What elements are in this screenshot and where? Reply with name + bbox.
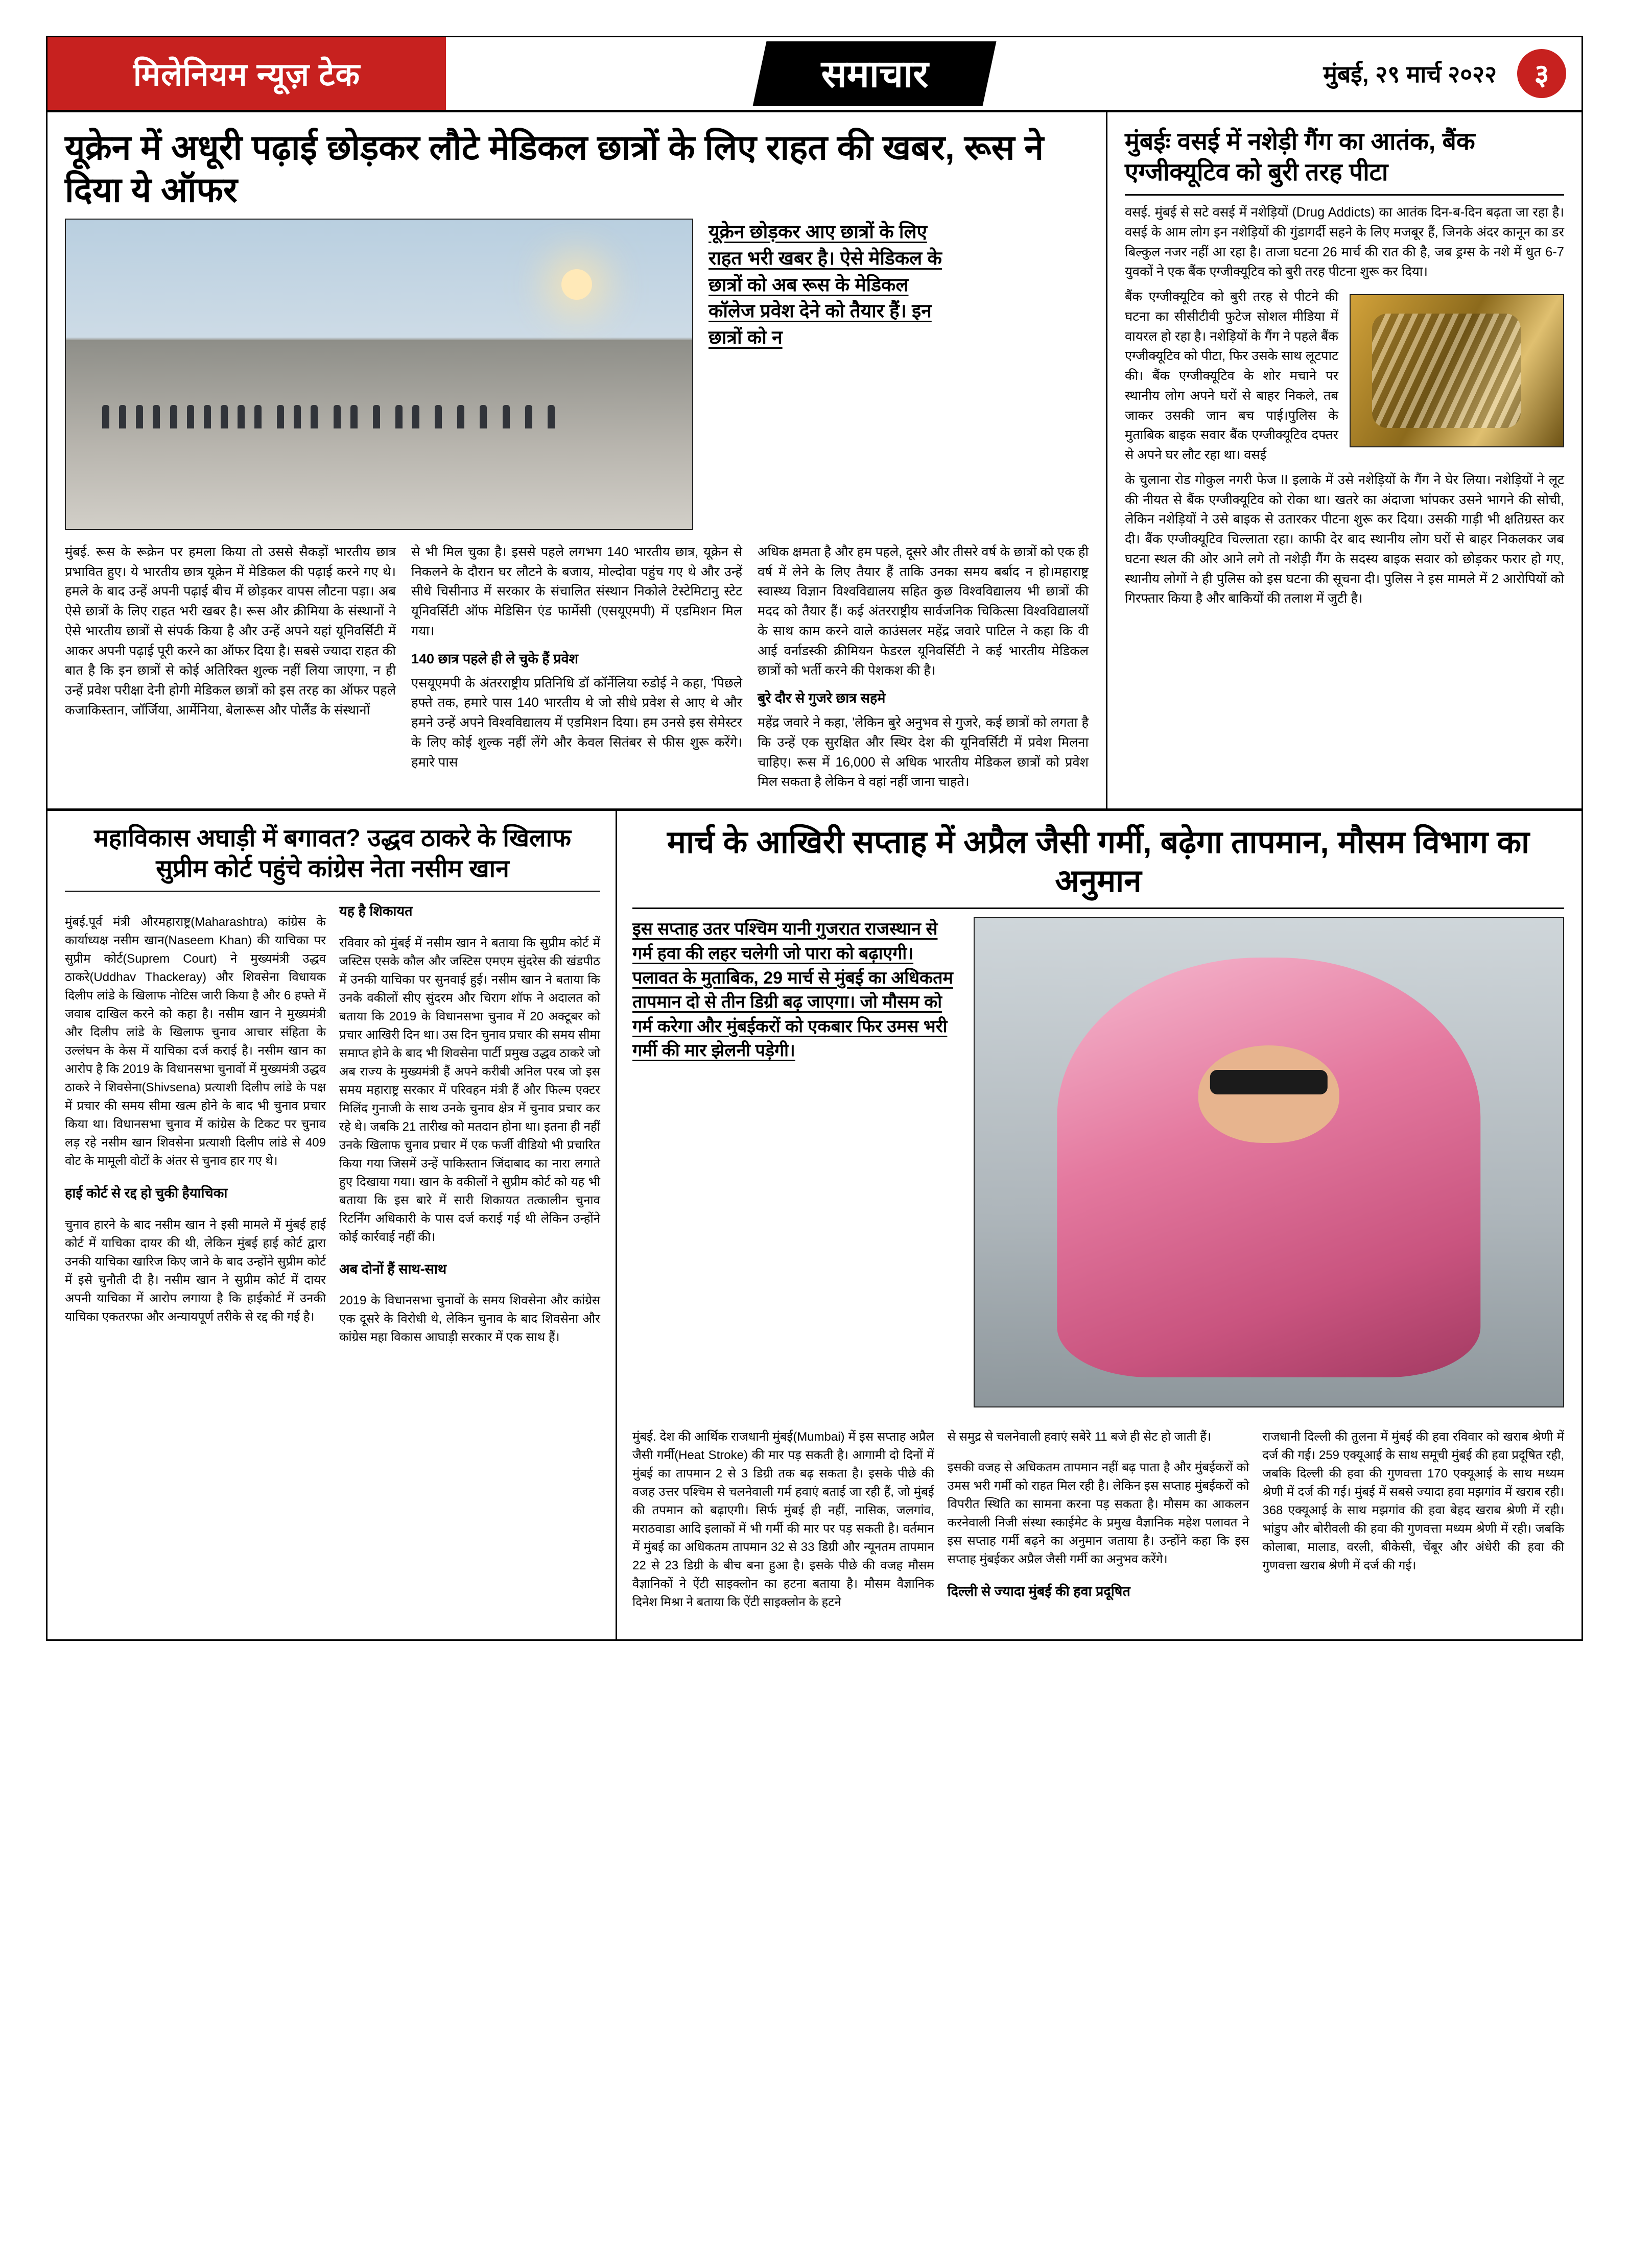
page-number: ३ bbox=[1517, 49, 1566, 98]
article-ukraine-columns bbox=[65, 542, 1089, 797]
weather-column-2 bbox=[948, 1416, 1249, 1624]
politics-col2-text: रविवार को मुंबई में नसीम खान ने बताया कि सुप्रीम कोर्ट में जस्टिस एसके कौल और जस्टिस एमएम सुंदरेस की खंडपीठ में उनकी याचिका पर सुनवाई हुई। नसीम खान ने बताया कि उनके वकीलों सीए सुंदरम और चिराग शॉफ ने अदालत को बताया कि 2019 के विधानसभा चुनाव में 20 अक्टूबर को प्रचार आखिरी दिन था। उस दिन चुनाव प्रचार की समय सीमा समाप्त होने के बाद भी शिवसेना पार्टी प्रमुख उद्धव ठाकरे जो अब राज्य के मुख्यमंत्री हैं अपने करीबी अनिल परब जो इस समय महाराष्ट्र सरकार में परिवहन मंत्री हैं और फिल्म एक्टर मिलिंद गुनाजी के साथ उनके चुनाव क्षेत्र में चुनाव प्रचार कर रहे थे। जबकि 21 तारीख को मतदान होना था। इतना ही नहीं उनके खिलाफ चुनाव प्रचार में एक फर्जी वीडियो भी प्रचारित किया गया जिसमें उन्हें पाकिस्तान जिंदाबाद का नारा लगाते हुए दिखाया गया। खान के वकीलों ने सुप्रीम कोर्ट को यह भी बताया कि इस बारे में सारी शिकायत तत्कालीन चुनाव रिटर्निंग अधिकारी के पास दर्ज कराई गई थी लेकिन उन्होंने कोई कार्रवाई नहीं की। bbox=[339, 936, 600, 1244]
column-3 bbox=[758, 542, 1089, 797]
politics-col1-subhead: हाई कोर्ट से रद्द हो चुकी हैयाचिका bbox=[65, 1185, 228, 1201]
politics-column-2 bbox=[339, 901, 600, 1359]
article-ukraine bbox=[48, 112, 1107, 808]
article-weather-columns bbox=[632, 1416, 1564, 1624]
politics-col1-text: मुंबई.पूर्व मंत्री औरमहाराष्ट्र(Maharashtra) कांग्रेस के कार्याध्यक्ष नसीम खान(Naseem Khan) की याचिका पर सुप्रीम कोर्ट(Suprem Court) ने मुख्यमंत्री उद्धव ठाकरे(Uddhav Thackeray) और शिवसेना विधायक दिलीप लांडे के खिलाफ नोटिस जारी किया है और 6 हफ्ते में जवाब दाखिल करने को कहा है। नसीम खान ने मुख्यमंत्री और दिलीप लांडे के खिलाफ चुनाव आचार संहिता के उल्लंघन के केस में याचिका दर्ज कराई है। नसीम खान का आरोप है कि 2019 के विधानसभा चुनावों में मुख्यमंत्री उद्धव ठाकरे ने शिवसेना(Shivsena) प्रत्याशी दिलीप लांडे के पक्ष में प्रचार की समय सीमा खत्म होने के बाद भी चुनाव प्रचार किया था। विधानसभा चुनाव में कांग्रेस के टिकट पर चुनाव लड़ रहे नसीम खान शिवसेना प्रत्याशी दिलीप लांडे से 409 वोट के मामूली वोटों के अंतर से चुनाव हार गए थे। bbox=[65, 915, 326, 1168]
article-politics bbox=[48, 811, 617, 1639]
weather-column-1 bbox=[632, 1416, 934, 1624]
page-number-wrap bbox=[1517, 37, 1581, 110]
politics-column-1 bbox=[65, 901, 326, 1359]
column-2-text: से भी मिल चुका है। इससे पहले लगभग 140 भारतीय छात्र, यूक्रेन से निकलने के दौरान घर लौटने के बजाय, मोल्दोवा पहुंच गए थे और उन्हें सीधे चिसीनाउ में सरकार के संचालित संस्थान निकोले टेस्टेमिटानु स्टेट यूनिवर्सिटी ऑफ मेडिसिन एंड फार्मेसी (एसयूएमपी) में एडमिशन मिल गया। bbox=[411, 544, 742, 638]
bottom-section bbox=[48, 808, 1581, 1639]
article-politics-columns bbox=[65, 901, 600, 1359]
vasai-para-1: वसई. मुंबई से सटे वसई में नशेड़ियों (Drug Addicts) का आतंक दिन-ब-दिन बढ़ता जा रहा है। वसई के आम लोग इन नशेड़ियों की गुंडागर्दी सहने के लिए मजबूर हैं, जिनके अंदर कानून का डर बिल्कुल नजर नहीं आ रहा है। ताजा घटना 26 मार्च की रात की है, जब ड्रग्स के नशे में धुत 6-7 युवकों ने एक बैंक एग्जीक्यूटिव को बुरी तरह पीटना शुरू कर दिया। bbox=[1125, 205, 1564, 279]
politics-col2-subhead-2: अब दोनों हैं साथ-साथ bbox=[339, 1261, 447, 1277]
newspaper-page bbox=[0, 36, 1629, 2268]
article-politics-headline: महाविकास अघाड़ी में बगावत? उद्धव ठाकरे के खिलाफ सुप्रीम कोर्ट पहुंचे कांग्रेस नेता नसीम खान bbox=[93, 825, 572, 883]
sunglasses-shape bbox=[1210, 1070, 1328, 1094]
publication-logo: मिलेनियम न्यूज़ टेक bbox=[48, 37, 446, 110]
column-3-text: अधिक क्षमता है और हम पहले, दूसरे और तीसरे वर्ष के छात्रों को एक ही वर्ष में लेने के लिए तैयार हैं ताकि उनका समय बर्बाद न हो।महाराष्ट्र स्वास्थ्य विज्ञान विश्वविद्यालय सहित कुछ विश्वविद्यालय भी छात्रों की मदद को तैयार हैं। कई अंतरराष्ट्रीय सार्वजनिक चिकित्सा विश्वविद्यालयों के साथ काम करने वाले काउंसलर महेंद्र जवारे पाटिल ने कहा कि वी आई वर्नाडस्की क्रीमियन फेडरल यूनिवर्सिटी ने कई भारतीय मेडिकल छात्रों को भर्ती करने की पेशकश की है। bbox=[758, 544, 1089, 678]
section-title: समाचार bbox=[821, 52, 929, 95]
scarf-shape bbox=[1057, 958, 1480, 1377]
article-vasai bbox=[1107, 112, 1581, 808]
column-3-text-b: महेंद्र जवारे ने कहा, 'लेकिन बुरे अनुभव से गुजरे, कई छात्रों को लगता है कि उन्हें एक सुरक्षित और स्थिर देश की यूनिवर्सिटी में प्रवेश मिलना चाहिए। रूस में 16,000 से अधिक भारतीय मेडिकल छात्रों को प्रवेश मिल सकता है लेकिन वे वहां नहीं जाना चाहते। bbox=[758, 715, 1089, 790]
vasai-para-3: के चुलाना रोड गोकुल नगरी फेज II इलाके में उसे नशेड़ियों के गैंग ने घेर लिया। नशेड़ियों ने लूट की नीयत से बैंक एग्जीक्यूटिव को रोका था। खतरे का अंदाजा भांपकर उसने भागने की सोची, लेकिन नशेड़ियों ने उसे बाइक से उतारकर पीटना शुरू कर दिया। उसकी गाड़ी भी क्षतिग्रस्त कर दी। बैंक एग्जीक्यूटिव चिल्लाता रहा। काफी देर बाद स्थानीय लोग घरों से बाहर निकलकर जब घटना स्थल की ओर आने लगे तो नशेड़ी गैंग के सदस्य बाइक सवार को छोड़कर फरार हो गए, स्थानीय लोगों ने ही पुलिस को इस घटना की सूचना दी। पुलिस ने इस मामले में 2 आरोपियों को गिरफ्तार किया है और बाकियों की तलाश में जुटी है। bbox=[1125, 472, 1564, 606]
weather-col2-subhead: दिल्ली से ज्यादा मुंबई की हवा प्रदूषित bbox=[947, 1584, 1130, 1599]
weather-col3-text: राजधानी दिल्ली की तुलना में मुंबई की हवा रविवार को खराब श्रेणी में दर्ज की गई। 259 एक्यूआई के साथ समूची मुंबई की हवा प्रदूषित रही, जबकि दिल्ली की हवा की गुणवत्ता 170 एक्यूआई के साथ मध्यम श्रेणी में दर्ज की गई। मुंबई में सबसे ज्यादा हवा मझगांव में खराब रही। 368 एक्यूआई के साथ मझगांव की हवा बेहद खराब श्रेणी में रही। भांडुप और बोरीवली की हवा की गुणवत्ता मध्यम श्रेणी में रही। जबकि कोलाबा, मालाड, वरली, बीकेसी, चेंबूर और अंधेरी की हवा की गुणवत्ता खराब श्रेणी में दर्ज की गई। bbox=[1262, 1430, 1565, 1573]
section-banner bbox=[446, 37, 1303, 110]
top-section bbox=[48, 112, 1581, 808]
article-vasai-headline: मुंबईः वसई में नशेड़ी गैंग का आतंक, बैंक एग्जीक्यूटिव को बुरी तरह पीटा bbox=[1125, 128, 1475, 186]
divider bbox=[1125, 194, 1564, 196]
article-weather-photo bbox=[974, 917, 1564, 1407]
column-2 bbox=[411, 542, 742, 797]
intro-text: यूक्रेन छोड़कर आए छात्रों के लिए राहत भरी खबर है। ऐसे मेडिकल के छात्रों को अब रूस के मेडिकल कॉलेज प्रवेश देने को तैयार हैं। इन छात्रों को न bbox=[709, 221, 942, 348]
article-weather bbox=[617, 811, 1581, 1639]
column-2-subhead: 140 छात्र पहले ही ले चुके हैं प्रवेश bbox=[411, 651, 578, 666]
politics-col1-text-b: चुनाव हारने के बाद नसीम खान ने इसी मामले में मुंबई हाई कोर्ट में याचिका दायर की थी, लेकिन मुंबई हाई कोर्ट द्वारा उनकी याचिका खारिज किए जाने के बाद उन्होंने सुप्रीम कोर्ट में इसे चुनौती दी है। नसीम खान ने सुप्रीम कोर्ट में दायर अपनी याचिका में आरोप लगाया है कि हाईकोर्ट में उनकी याचिका एकतरफा और अन्यायपूर्ण तरीके से रद्द की गई है। bbox=[65, 1217, 326, 1324]
page-bottom-rule bbox=[46, 1639, 1583, 1641]
article-ukraine-intro-box bbox=[709, 219, 949, 530]
sun-glow bbox=[561, 269, 592, 300]
article-ukraine-headline: यूक्रेन में अधूरी पढ़ाई छोड़कर लौटे मेडिकल छात्रों के लिए राहत की खबर, रूस ने दिया ये ऑफर bbox=[65, 128, 1044, 209]
article-vasai-photo bbox=[1350, 294, 1564, 447]
weather-column-3 bbox=[1262, 1416, 1564, 1624]
crowd-of-students bbox=[91, 362, 654, 428]
column-3-subhead: बुरे दौर से गुजरे छात्र सहमे bbox=[758, 690, 886, 706]
weather-col2-text: से समुद्र से चलनेवाली हवाएं सबेरे 11 बजे ही सेट हो जाती हैं। bbox=[947, 1430, 1212, 1444]
politics-col2-subhead: यह है शिकायत bbox=[339, 903, 413, 919]
weather-col1-text: मुंबई. देश की आर्थिक राजधानी मुंबई(Mumbai) में इस सप्ताह अप्रैल जैसी गर्मी(Heat Stroke) की मार पड़ सकती है। आगामी दो दिनों में मुंबई का तापमान 2 से 3 डिग्री तक बढ़ सकता है। इसके पीछे की वजह उत्तर पश्चिम से चलनेवाली गर्म हवाएं बताई जा रही हैं, जो मुंबई की तपमान को बढ़ाएगी। सिर्फ मुंबई ही नहीं, नासिक, जलगांव, मराठवाडा आदि इलाकों में भी गर्मी की मार पर पड़ सकती है। वर्तमान में मुंबई का अधिकतम तापमान 32 से 33 डिग्री और न्यूनतम तापमान 22 से 23 डिग्री के बीच बना हुआ है। इसके पीछे की वजह मौसम वैज्ञानिकों ने ऐंटी साइक्लोन का हटना बताया है। मौसम वैज्ञानिक दिनेश मिश्रा ने बताया कि ऐंटी साइक्लोन के हटने bbox=[632, 1430, 934, 1610]
column-2-text-b: एसयूएमपी के अंतरराष्ट्रीय प्रतिनिधि डॉ कॉर्नेलिया रुडोई ने कहा, 'पिछले हफ्ते तक, हमारे पास 140 भारतीय थे जो सीधे प्रवेश से आए थे और हमने उन्हें अपने विश्वविद्यालय में एडमिशन दिया। हम उनसे इस सेमेस्टर के लिए कोई शुल्क नहीं लेंगे और केवल सितंबर से फीस शुरू करेंगे। हमारे पास bbox=[411, 676, 742, 770]
politics-col2-text-b: 2019 के विधानसभा चुनावों के समय शिवसेना और कांग्रेस एक दूसरे के विरोधी थे, लेकिन चुनाव के बाद शिवसेना और कांग्रेस महा विकास आघाड़ी सरकार में एक साथ हैं। bbox=[339, 1294, 600, 1345]
vasai-para-2: बैंक एग्जीक्यूटिव को बुरी तरह से पीटने की घटना का सीसीटीवी फुटेज सोशल मीडिया में वायरल हो रहा है। नशेड़ियों के गैंग ने पहले बैंक एग्जीक्यूटिव को पीटा, फिर उसके साथ लूटपाट की। बैंक एग्जीक्यूटिव के शोर मचाने पर स्थानीय लोग अपने घरों से बाहर निकले, तब जाकर उसकी जान बच पाई।पुलिस के मुताबिक बाइक सवार बैंक एग्जीक्यूटिव दफ्तर से अपने घर लौट रहा था। वसई bbox=[1125, 290, 1338, 462]
page-frame bbox=[46, 36, 1583, 1639]
column-1 bbox=[65, 542, 396, 797]
masthead bbox=[48, 36, 1581, 112]
article-ukraine-photo bbox=[65, 219, 693, 530]
divider bbox=[632, 908, 1564, 909]
edition-date: मुंबई, २९ मार्च २०२२ bbox=[1323, 61, 1497, 87]
weather-col2-text-b: इसकी वजह से अधिकतम तापमान नहीं बढ़ पाता है और मुंबईकरों को उमस भरी गर्मी को राहत मिल रही है। लेकिन इस सप्ताह मुंबईकरों को विपरीत स्थिति का सामना करना पड़ सकता है। मौसम का आकलन करनेवाली निजी संस्था स्काईमेट के प्रमुख वैज्ञानिक महेश पलावत ने इस सप्ताह गर्मी बढ़ने का अनुमान जताया है। उन्होंने कहा कि इस सप्ताह मुंबईकर अप्रैल जैसी गर्मी का अनुभव करेंगे। bbox=[947, 1461, 1249, 1567]
article-vasai-body bbox=[1125, 203, 1564, 609]
article-vasai-photo-wrap bbox=[1350, 290, 1564, 452]
divider bbox=[65, 891, 600, 892]
column-1-text: मुंबई. रूस के रूक्रेन पर हमला किया तो उससे सैकड़ों भारतीय छात्र प्रभावित हुए। ये भारतीय छात्र यूक्रेन में मेडिकल की पढ़ाई करने गए थे। हमले के बाद उन्हें अपनी पढ़ाई बीच में छोड़कर वापस लौटना पड़ा। अब ऐसे छात्रों के लिए राहत भरी खबर है। रूस और क्रीमिया के संस्थानों ने ऐसे भारतीय छात्रों से संपर्क किया है और उन्हें अपने यहां यूनिवर्सिटी में आकर अपनी पढ़ाई पूरी करने का ऑफर दिया है। सबसे ज्यादा राहत की बात है कि इन छात्रों से कोई अतिरिक्त शुल्क नहीं लिया जाएगा, न ही उन्हें प्रवेश परीक्षा देनी होगी मेडिकल छात्रों को इस तरह का ऑफर पहले कजाकिस्तान, जॉर्जिया, आर्मेनिया, बेलारूस और पोलैंड के संस्थानों bbox=[65, 544, 396, 718]
article-weather-headline: मार्च के आखिरी सप्ताह में अप्रैल जैसी गर्मी, बढ़ेगा तापमान, मौसम विभाग का अनुमान bbox=[667, 825, 1530, 899]
weather-intro-text: इस सप्ताह उतर पश्चिम यानी गुजरात राजस्थान से गर्म हवा की लहर चलेगी जो पारा को बढ़ाएगी। पलावत के मुताबिक, 29 मार्च से मुंबई का अधिकतम तापमान दो से तीन डिग्री बढ़ जाएगा। जो मौसम को गर्म करेगा और मुंबईकरों को एकबार फिर उमस भरी गर्मी की मार झेलनी पड़ेगी। bbox=[632, 919, 953, 1061]
